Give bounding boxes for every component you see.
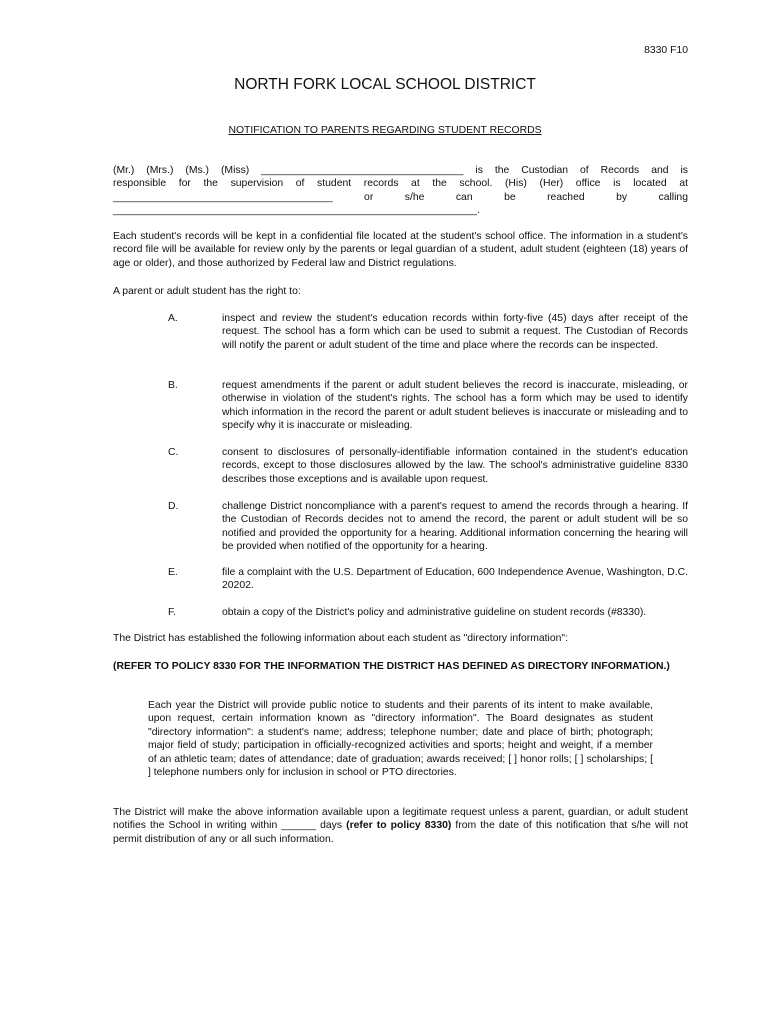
- final-text-part-2: from the date of this notification that s/he will not permit distribution of any or all such information.: [113, 820, 688, 845]
- right-text: request amendments if the parent or adult student believes the record is inaccurate, misleading, or otherwise in violation of the student's rights. The school has a form which may be used to identify which information in the record the parent or adult student believes is inaccurate or misleading and to specify why it is inaccurate or misleading.: [222, 380, 688, 432]
- custodian-paragraph: [113, 164, 688, 218]
- right-letter: A.: [168, 313, 178, 324]
- final-text-part-1: The District will make the above information available upon a legitimate request unless a parent, guardian, or adult student notifies the School in writing within ______ days: [113, 807, 688, 832]
- confidential-paragraph: Each student's records will be kept in a confidential file located at the student's school office. The information in a student's record file will be available for review only by the parents or legal guardian of a student, adult student (eighteen (18) years of age or older), and those authorized by Federal law and District regulations.: [113, 231, 688, 269]
- right-letter: E.: [168, 567, 178, 578]
- rights-intro: A parent or adult student has the right to:: [113, 286, 301, 297]
- custodian-line-2: responsible for the supervision of student records at the school. (His) (Her) office is located at: [113, 178, 688, 190]
- custodian-line-1: (Mr.) (Mrs.) (Ms.) (Miss) ___________________________________ is the Custodian of Records and is: [113, 165, 688, 176]
- right-text: file a complaint with the U.S. Department of Education, 600 Independence Avenue, Washington, D.C. 20202.: [222, 567, 688, 592]
- notice-title: NOTIFICATION TO PARENTS REGARDING STUDENT RECORDS: [228, 125, 542, 136]
- district-name: NORTH FORK LOCAL SCHOOL DISTRICT: [234, 76, 536, 93]
- right-letter: D.: [168, 501, 179, 512]
- right-text: consent to disclosures of personally-identifiable information contained in the student's education records, except to those disclosures allowed by the law. The school's administrative guideline 8330 describes those exceptions and is available upon request.: [222, 447, 688, 485]
- refer-note: (REFER TO POLICY 8330 FOR THE INFORMATION THE DISTRICT HAS DEFINED AS DIRECTORY INFORMATION.): [113, 661, 670, 672]
- custodian-line-3: ______________________________________ or s/he can be reached by calling: [113, 191, 688, 203]
- right-letter: B.: [168, 380, 178, 391]
- right-text: obtain a copy of the District's policy and administrative guideline on student records (#8330).: [222, 607, 647, 618]
- directory-intro: The District has established the following information about each student as "directory information":: [113, 633, 568, 644]
- rights-list: [113, 312, 688, 622]
- right-letter: C.: [168, 447, 179, 458]
- form-code: 8330 F10: [644, 45, 688, 56]
- right-letter: F.: [168, 607, 177, 618]
- final-policy-reference: (refer to policy 8330): [346, 820, 452, 832]
- final-paragraph: [113, 806, 688, 846]
- directory-paragraph: Each year the District will provide public notice to students and their parents of its intent to make available, upon request, certain information known as "directory information". The Board designates as student "directory information": a student's name; address; telephone number; date and place of birth; photograph; major field of study; participation in officially-recognized activities and sports; height and weight, if a member of an athletic team; dates of attendance; date of graduation; awards received; [ ] honor rolls; [ ] scholarships; [ ] telephone numbers only for inclusion in school or PTO directories.: [148, 700, 653, 779]
- right-text: challenge District noncompliance with a parent's request to amend the records through a hearing. If the Custodian of Records decides not to amend the record, the parent or adult student will be so notified and provided the opportunity for a hearing. Additional information concerning the hearing will be provided when notified of the opportunity for a hearing.: [222, 501, 688, 553]
- custodian-line-4: _______________________________________________________________.: [113, 205, 480, 217]
- right-text: inspect and review the student's education records within forty-five (45) days after receipt of the request. The school has a form which can be used to submit a request. The Custodian of Records will notify the parent or adult student of the time and place where the records can be inspected.: [222, 313, 688, 351]
